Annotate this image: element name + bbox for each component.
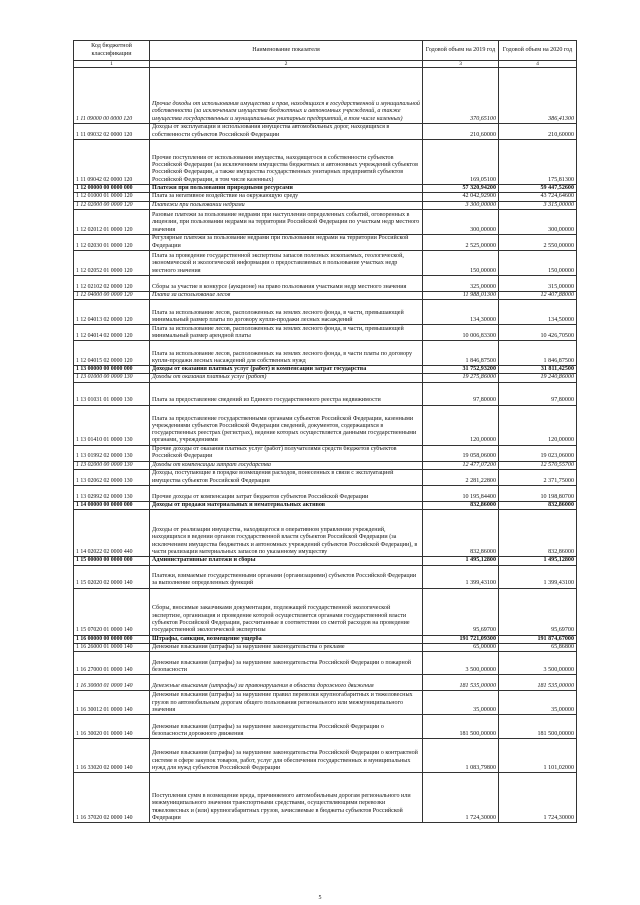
- col-number-1: 1: [74, 61, 150, 68]
- budget-code-cell: 1 13 01000 00 0000 130: [74, 374, 150, 382]
- table-row: [74, 366, 577, 374]
- indicator-name-cell: Административные платежи и сборы: [150, 557, 423, 565]
- amount-2020-cell: 43 724,64600: [499, 193, 577, 201]
- indicator-name-cell: Плата за предоставление государственными органами субъектов Российской Федерации, казенными учреждениями субъектов Российской Федерации сведений, документов, содержащихся в государственных реестрах (регистрах), ведение которых осуществляется данными государственными органами, учреждениями: [150, 405, 423, 445]
- amount-2019-cell: 2 281,22800: [423, 470, 499, 486]
- indicator-name-cell: Плата за использование лесов: [150, 291, 423, 299]
- table-row: [74, 275, 577, 291]
- budget-code-cell: 1 16 37020 02 0000 140: [74, 773, 150, 823]
- amount-2019-cell: 3 500,00000: [423, 652, 499, 675]
- amount-2019-cell: 1 083,79800: [423, 739, 499, 773]
- indicator-name-cell: Денежные взыскания (штрафы) за нарушение законодательства Российской Федерации о безопасности дорожного движения: [150, 715, 423, 739]
- indicator-name-cell: Прочие поступления от использования имущества, находящегося в собственности субъектов Российской Федерации (за исключением имущества бюджетных и автономных учреждений субъектов Российской Федерации, а также имущества государственных унитарных предприятий субъектов Российской Федерации, в том числе казенных): [150, 140, 423, 185]
- amount-2020-cell: 19 023,06000: [499, 445, 577, 461]
- header-2020: Годовой объем на 2020 год: [499, 41, 577, 61]
- amount-2019-cell: 19 275,86000: [423, 374, 499, 382]
- table-row: [74, 250, 577, 275]
- indicator-name-cell: Платежи при пользовании природными ресурсами: [150, 185, 423, 193]
- page-number: 5: [318, 895, 322, 901]
- table-row: [74, 470, 577, 486]
- indicator-name-cell: Плата за использование лесов, расположенных на землях лесного фонда, в части, превышающей минимальный размер платы по договору купли-продажи лесных насаждений: [150, 300, 423, 325]
- amount-2020-cell: 191 874,67000: [499, 635, 577, 643]
- budget-code-cell: 1 16 33020 02 0000 140: [74, 739, 150, 773]
- budget-code-cell: 1 15 00000 00 0000 000: [74, 557, 150, 565]
- amount-2019-cell: 181 500,00000: [423, 715, 499, 739]
- amount-2020-cell: 832,86000: [499, 502, 577, 510]
- amount-2020-cell: 386,41300: [499, 68, 577, 124]
- indicator-name-cell: Платежи при пользовании недрами: [150, 201, 423, 209]
- amount-2020-cell: 97,80000: [499, 382, 577, 405]
- amount-2019-cell: 19 058,06000: [423, 445, 499, 461]
- amount-2019-cell: 10 006,83300: [423, 325, 499, 341]
- amount-2019-cell: 210,60000: [423, 124, 499, 140]
- indicator-name-cell: Доходы от оказания платных услуг (работ) и компенсации затрат государства: [150, 366, 423, 374]
- amount-2020-cell: 150,00000: [499, 250, 577, 275]
- table-row: [74, 445, 577, 461]
- budget-code-cell: 1 11 09042 02 0000 120: [74, 140, 150, 185]
- amount-2020-cell: 1 399,43100: [499, 565, 577, 588]
- budget-code-cell: 1 13 01031 01 0000 130: [74, 382, 150, 405]
- amount-2019-cell: 95,69700: [423, 588, 499, 635]
- amount-2019-cell: 35,00000: [423, 691, 499, 715]
- table-row: [74, 652, 577, 675]
- budget-code-cell: 1 12 04013 02 0000 120: [74, 300, 150, 325]
- table-row: [74, 675, 577, 691]
- indicator-name-cell: Денежные взыскания (штрафы) за нарушение законодательства Российской Федерации о пожарной безопасности: [150, 652, 423, 675]
- table-row: [74, 291, 577, 299]
- budget-code-cell: 1 12 01000 01 0000 120: [74, 193, 150, 201]
- table-row: [74, 140, 577, 185]
- amount-2020-cell: 181 500,00000: [499, 715, 577, 739]
- indicator-name-cell: Платежи, взимаемые государственными органами (организациями) субъектов Российской Федерации за выполнение определенных функций: [150, 565, 423, 588]
- budget-code-cell: 1 12 04015 02 0000 120: [74, 341, 150, 366]
- indicator-name-cell: Доходы от реализации имущества, находящегося в оперативном управлении учреждений, находящихся в ведении органов государственной власти субъектов Российской Федерации (за исключением имущества бюджетных и автономных учреждений субъектов Российской Федерации), в части реализации материальных запасов по указанному имуществу: [150, 510, 423, 557]
- amount-2019-cell: 300,00000: [423, 209, 499, 234]
- indicator-name-cell: Доходы от эксплуатации и использования имущества автомобильных дорог, находящихся в собственности субъектов Российской Федерации: [150, 124, 423, 140]
- indicator-name-cell: Регулярные платежи за пользование недрами при пользовании недрами на территории Российской Федерации: [150, 234, 423, 250]
- amount-2019-cell: 134,30000: [423, 300, 499, 325]
- indicator-name-cell: Доходы от продажи материальных и нематериальных активов: [150, 502, 423, 510]
- amount-2020-cell: 65,86800: [499, 643, 577, 651]
- budget-code-cell: 1 13 00000 00 0000 000: [74, 366, 150, 374]
- amount-2019-cell: 191 721,09300: [423, 635, 499, 643]
- table-row: [74, 502, 577, 510]
- amount-2020-cell: 19 240,86000: [499, 374, 577, 382]
- budget-code-cell: 1 16 30000 01 0000 140: [74, 675, 150, 691]
- amount-2020-cell: 210,60000: [499, 124, 577, 140]
- budget-code-cell: 1 12 02030 01 0000 120: [74, 234, 150, 250]
- amount-2020-cell: 59 447,52600: [499, 185, 577, 193]
- amount-2019-cell: 42 042,92900: [423, 193, 499, 201]
- amount-2019-cell: 1 495,12800: [423, 557, 499, 565]
- table-row: [74, 201, 577, 209]
- budget-code-cell: 1 13 02992 02 0000 130: [74, 486, 150, 502]
- indicator-name-cell: Плата за проведение государственной экспертизы запасов полезных ископаемых, геологической, экономической и экологической информации о предоставляемых в пользование участках недр местного значения: [150, 250, 423, 275]
- indicator-name-cell: Денежные взыскания (штрафы) за правонарушения в области дорожного движения: [150, 675, 423, 691]
- indicator-name-cell: Плата за использование лесов, расположенных на землях лесного фонда, в части платы по договору купли-продажи лесных насаждений для собственных нужд: [150, 341, 423, 366]
- budget-code-cell: 1 16 27000 01 0000 140: [74, 652, 150, 675]
- budget-code-cell: 1 14 00000 00 0000 000: [74, 502, 150, 510]
- budget-code-cell: 1 11 09000 00 0000 120: [74, 68, 150, 124]
- amount-2020-cell: 95,69700: [499, 588, 577, 635]
- indicator-name-cell: Плата за использование лесов, расположенных на землях лесного фонда, в части, превышающей минимальный размер арендной платы: [150, 325, 423, 341]
- indicator-name-cell: Плата за предоставление сведений из Единого государственного реестра недвижимости: [150, 382, 423, 405]
- budget-code-cell: 1 12 02000 00 0000 120: [74, 201, 150, 209]
- amount-2020-cell: 1 846,87500: [499, 341, 577, 366]
- amount-2020-cell: 10 426,70500: [499, 325, 577, 341]
- budget-code-cell: 1 12 00000 00 0000 000: [74, 185, 150, 193]
- indicator-name-cell: Прочие доходы от компенсации затрат бюджетов субъектов Российской Федерации: [150, 486, 423, 502]
- budget-code-cell: 1 16 30020 01 0000 140: [74, 715, 150, 739]
- table-row: [74, 691, 577, 715]
- indicator-name-cell: Поступления сумм в возмещение вреда, причиняемого автомобильным дорогам регионального или межмуниципального значения транспортными средствами, осуществляющими перевозки тяжеловесных и (или) крупногабаритных грузов, зачисляемые в бюджеты субъектов Российской Федерации: [150, 773, 423, 823]
- col-number-2: 2: [150, 61, 423, 68]
- budget-code-cell: 1 11 09032 02 0000 120: [74, 124, 150, 140]
- amount-2020-cell: 300,00000: [499, 209, 577, 234]
- amount-2020-cell: 3 500,00000: [499, 652, 577, 675]
- indicator-name-cell: Денежные взыскания (штрафы) за нарушение законодательства о рекламе: [150, 643, 423, 651]
- amount-2020-cell: 12 570,55700: [499, 461, 577, 469]
- indicator-name-cell: Доходы от компенсации затрат государства: [150, 461, 423, 469]
- amount-2019-cell: 10 195,84400: [423, 486, 499, 502]
- table-body: [74, 68, 577, 823]
- table-row: [74, 557, 577, 565]
- revenue-table: [73, 40, 577, 823]
- budget-code-cell: 1 15 07020 01 0000 140: [74, 588, 150, 635]
- table-row: [74, 124, 577, 140]
- indicator-name-cell: Плата за негативное воздействие на окружающую среду: [150, 193, 423, 201]
- table-row: [74, 643, 577, 651]
- budget-code-cell: 1 12 02102 02 0000 120: [74, 275, 150, 291]
- table-row: [74, 635, 577, 643]
- amount-2019-cell: 325,00000: [423, 275, 499, 291]
- amount-2020-cell: 2 550,00000: [499, 234, 577, 250]
- amount-2019-cell: 120,00000: [423, 405, 499, 445]
- header-name: Наименование показателя: [150, 41, 423, 61]
- table-row: [74, 588, 577, 635]
- amount-2019-cell: 12 477,07200: [423, 461, 499, 469]
- amount-2020-cell: 3 315,00000: [499, 201, 577, 209]
- amount-2020-cell: 181 535,00000: [499, 675, 577, 691]
- amount-2019-cell: 832,86000: [423, 502, 499, 510]
- amount-2019-cell: 57 320,94200: [423, 185, 499, 193]
- table-row: [74, 405, 577, 445]
- col-number-3: 3: [423, 61, 499, 68]
- amount-2020-cell: 1 101,02000: [499, 739, 577, 773]
- table-row: [74, 510, 577, 557]
- table-row: [74, 565, 577, 588]
- amount-2020-cell: 120,00000: [499, 405, 577, 445]
- budget-code-cell: 1 16 30012 01 0000 140: [74, 691, 150, 715]
- amount-2020-cell: 832,86000: [499, 510, 577, 557]
- budget-code-cell: 1 16 00000 00 0000 000: [74, 635, 150, 643]
- budget-code-cell: 1 13 02000 00 0000 130: [74, 461, 150, 469]
- table-header-row: [74, 41, 577, 61]
- amount-2019-cell: 65,00000: [423, 643, 499, 651]
- amount-2020-cell: 12 407,88000: [499, 291, 577, 299]
- col-number-4: 4: [499, 61, 577, 68]
- amount-2020-cell: 315,00000: [499, 275, 577, 291]
- budget-code-cell: 1 14 02022 02 0000 440: [74, 510, 150, 557]
- amount-2020-cell: 2 371,75000: [499, 470, 577, 486]
- header-code: Код бюджетной классификации: [74, 41, 150, 61]
- budget-code-cell: 1 13 02062 02 0000 130: [74, 470, 150, 486]
- budget-code-cell: 1 13 01410 01 0000 130: [74, 405, 150, 445]
- table-row: [74, 300, 577, 325]
- amount-2020-cell: 175,81300: [499, 140, 577, 185]
- indicator-name-cell: Прочие доходы от использования имущества и прав, находящихся в государственной и муниципальной собственности (за исключением имущества бюджетных и автономных учреждений, а также имущества государственных и муниципальных унитарных предприятий, в том числе казенных): [150, 68, 423, 124]
- amount-2019-cell: 3 300,00000: [423, 201, 499, 209]
- budget-code-cell: 1 16 26000 01 0000 140: [74, 643, 150, 651]
- table-row: [74, 193, 577, 201]
- table-row: [74, 382, 577, 405]
- indicator-name-cell: Штрафы, санкции, возмещение ущерба: [150, 635, 423, 643]
- table-row: [74, 374, 577, 382]
- indicator-name-cell: Денежные взыскания (штрафы) за нарушение правил перевозки крупногабаритных и тяжеловесных грузов по автомобильным дорогам общего пользования регионального или межмуниципального значения: [150, 691, 423, 715]
- header-2019: Годовой объем на 2019 год: [423, 41, 499, 61]
- table-row: [74, 486, 577, 502]
- amount-2019-cell: 11 988,01300: [423, 291, 499, 299]
- amount-2019-cell: 832,86000: [423, 510, 499, 557]
- column-number-row: [74, 61, 577, 68]
- indicator-name-cell: Денежные взыскания (штрафы) за нарушение законодательства Российской Федерации о контрактной системе в сфере закупок товаров, работ, услуг для обеспечения государственных и муниципальных нужд для нужд субъектов Российской Федерации: [150, 739, 423, 773]
- indicator-name-cell: Доходы от оказания платных услуг (работ): [150, 374, 423, 382]
- budget-code-cell: 1 12 04014 02 0000 120: [74, 325, 150, 341]
- amount-2020-cell: 134,50000: [499, 300, 577, 325]
- amount-2019-cell: 1 846,87500: [423, 341, 499, 366]
- indicator-name-cell: Прочие доходы от оказания платных услуг (работ) получателями средств бюджетов субъектов Российской Федерации: [150, 445, 423, 461]
- amount-2020-cell: 31 811,42500: [499, 366, 577, 374]
- table-row: [74, 739, 577, 773]
- amount-2019-cell: 1 724,30000: [423, 773, 499, 823]
- amount-2020-cell: 35,00000: [499, 691, 577, 715]
- indicator-name-cell: Разовые платежи за пользование недрами при наступлении определенных событий, оговоренных в лицензии, при пользовании недрами на территории Российской Федерации по участкам недр местного значения: [150, 209, 423, 234]
- amount-2019-cell: 31 752,93200: [423, 366, 499, 374]
- budget-code-cell: 1 13 01992 02 0000 130: [74, 445, 150, 461]
- table-row: [74, 461, 577, 469]
- indicator-name-cell: Доходы, поступающие в порядке возмещения расходов, понесенных в связи с эксплуатацией имущества субъектов Российской Федерации: [150, 470, 423, 486]
- amount-2019-cell: 150,00000: [423, 250, 499, 275]
- table-row: [74, 341, 577, 366]
- indicator-name-cell: Сборы, вносимые заказчиками документации, подлежащей государственной экологической экспертизе, организация и проведение которой осуществляется органами государственной власти субъектов Российской Федерации, рассчитанные в соответствии со сметой расходов на проведение государственной экологической экспертизы: [150, 588, 423, 635]
- table-row: [74, 773, 577, 823]
- amount-2019-cell: 181 535,00000: [423, 675, 499, 691]
- amount-2019-cell: 1 399,43100: [423, 565, 499, 588]
- amount-2019-cell: 97,80000: [423, 382, 499, 405]
- table-row: [74, 715, 577, 739]
- budget-code-cell: 1 12 04000 00 0000 120: [74, 291, 150, 299]
- indicator-name-cell: Сборы за участие в конкурсе (аукционе) на право пользования участками недр местного значения: [150, 275, 423, 291]
- budget-code-cell: 1 12 02012 01 0000 120: [74, 209, 150, 234]
- budget-code-cell: 1 15 02020 02 0000 140: [74, 565, 150, 588]
- table-row: [74, 209, 577, 234]
- amount-2019-cell: 169,05100: [423, 140, 499, 185]
- table-row: [74, 68, 577, 124]
- table-row: [74, 185, 577, 193]
- amount-2020-cell: 10 198,80700: [499, 486, 577, 502]
- amount-2019-cell: 2 525,00000: [423, 234, 499, 250]
- table-row: [74, 234, 577, 250]
- budget-code-cell: 1 12 02052 01 0000 120: [74, 250, 150, 275]
- amount-2020-cell: 1 495,12800: [499, 557, 577, 565]
- amount-2020-cell: 1 724,30000: [499, 773, 577, 823]
- amount-2019-cell: 370,65100: [423, 68, 499, 124]
- table-row: [74, 325, 577, 341]
